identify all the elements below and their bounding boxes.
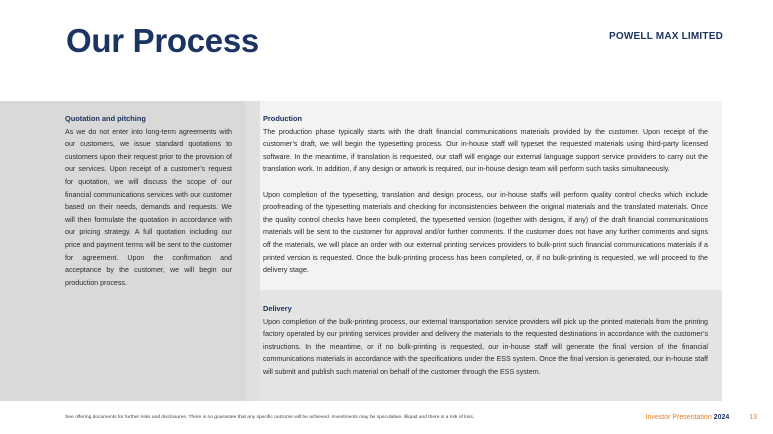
quotation-body: As we do not enter into long-term agreements with our customers, we issue standard quotations to customers upon their request prior to the provision of our services. Upon receipt of a customer’s request for quotation, we will discuss the scope of our financial communications services with our customer based on their needs, demands and requests. We will then formulate the quotation in accordance with our pricing strategy. A full quotation including our price and payment terms will be sent to the customer for agreement. Upon the confirmation and acceptance by the customer, we will begin our production process. xyxy=(65,127,232,287)
delivery-heading: Delivery xyxy=(263,304,292,313)
delivery-section xyxy=(263,303,708,379)
brand-logo-text: POWELL MAX LIMITED xyxy=(609,31,723,42)
footer-year: 2024 xyxy=(713,414,730,421)
quotation-section xyxy=(65,113,232,289)
production-heading: Production xyxy=(263,114,303,123)
production-body-1: The production phase typically starts with the draft financial communications materials provided by the customer. Upon receipt of the customer’s draft, we will begin the typesetting process. Our in-house staff will typeset the requested materials using third-party licensed software. In the meantime, if translation is requested, our staff will engage our external language support service providers to carry out the translation work. In addition, if any design or artwork is required, our in-house design team will perform such tasks simultaneously. xyxy=(263,127,708,174)
quotation-heading: Quotation and pitching xyxy=(65,114,146,123)
page-title: Our Process xyxy=(66,22,259,59)
footer-label: Investor Presentation xyxy=(645,414,712,421)
page-number: 13 xyxy=(749,414,757,421)
footer-label-group xyxy=(646,414,757,421)
production-body-2: Upon completion of the typesetting, translation and design process, our in-house staffs will perform quality control checks which include proofreading of the typesetting materials and checking for inconsistencies between the original materials and the translated materials. Once the quality control checks have been completed, the typesetted version (together with designs, if any) of the draft financial communications materials will be sent to the customer for approval and/or further comments. If the customer does not have any further comments and signs off the materials, we will place an order with our external printing services providers to bulk-print such financial communications materials if a printed version is requested. Once the bulk-printing process has been completed, or, if no bulk-printing is requested, we will proceed to the delivery stage. xyxy=(263,190,708,275)
production-section xyxy=(263,113,708,277)
footer-disclaimer: See offering documents for further risks and disclosures. There is no guarantee that any specific outcome will be achieved. Investments may be speculative, illiquid and there is a risk of loss. xyxy=(65,415,475,420)
delivery-body: Upon completion of the bulk-printing process, our external transportation service providers will pick up the printed materials from the printing factory operated by our printing services provider and delivery the materials to the requested destinations in accordance with the customer’s instructions. In the meantime, or if no bulk-printing is requested, our in-house staff will generate the final version of the financial communications materials in accordance with the specifications under the ESS system. Once the final version is generated, our in-house staff will submit and publish such material on behalf of the customer through the ESS system. xyxy=(263,317,708,376)
